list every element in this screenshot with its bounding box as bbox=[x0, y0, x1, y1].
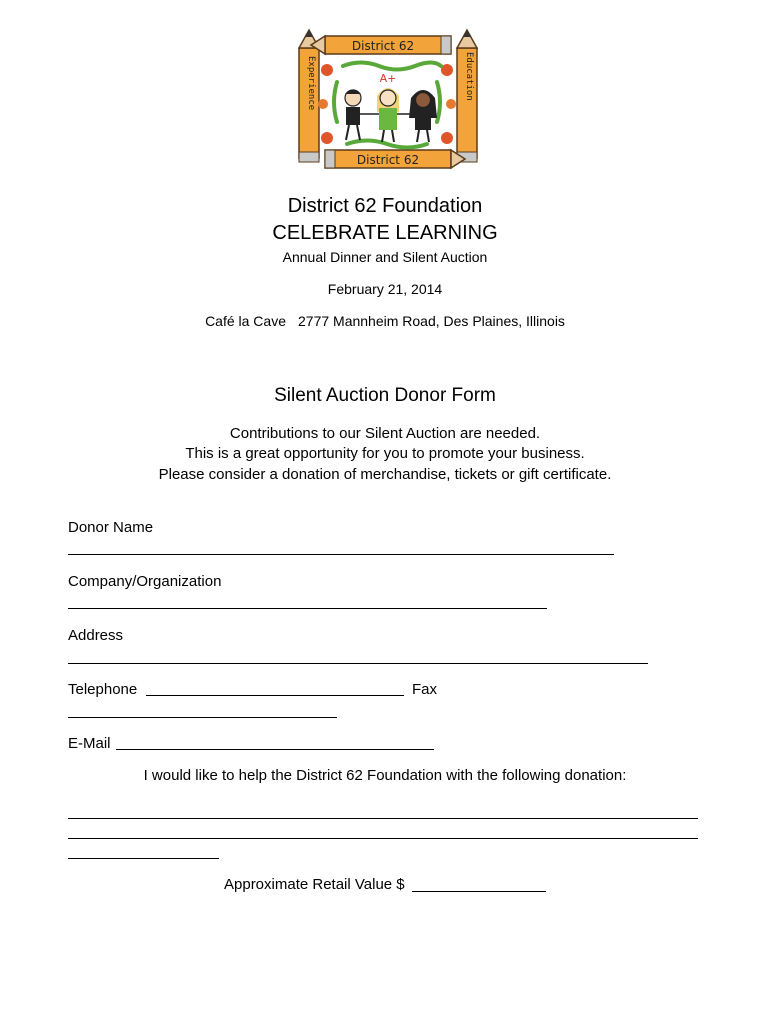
retail-value-label: Approximate Retail Value $ bbox=[224, 876, 405, 893]
child-figure-center bbox=[377, 88, 399, 142]
intro-line-3: Please consider a donation of merchandise, tickets or gift certificate. bbox=[158, 466, 612, 483]
donation-line-2[interactable] bbox=[68, 838, 698, 839]
child-figure-right bbox=[409, 90, 437, 142]
event-location bbox=[0, 313, 770, 329]
company-label: Company/Organization bbox=[68, 573, 222, 590]
bottom-pencil bbox=[325, 150, 465, 168]
address-field[interactable] bbox=[68, 663, 648, 664]
donation-prompt: I would like to help the District 62 Foundation with the following donation: bbox=[143, 767, 627, 784]
organization-name: District 62 Foundation bbox=[287, 195, 483, 217]
child-figure-left bbox=[345, 90, 361, 140]
telephone-label: Telephone bbox=[68, 681, 138, 698]
worm-right bbox=[437, 82, 440, 122]
company-field[interactable] bbox=[68, 608, 547, 609]
donor-name-label: Donor Name bbox=[68, 519, 154, 536]
venue-address: 2777 Mannheim Road, Des Plaines, Illinois bbox=[298, 313, 565, 329]
worm-top bbox=[343, 63, 441, 70]
retail-value-field[interactable] bbox=[412, 891, 546, 892]
logo-right-word: Education bbox=[464, 52, 474, 101]
event-date: February 21, 2014 bbox=[327, 281, 443, 297]
donation-line-1[interactable] bbox=[68, 818, 698, 819]
donor-name-field[interactable] bbox=[68, 554, 614, 555]
email-field[interactable] bbox=[116, 749, 434, 750]
worm-bottom bbox=[347, 141, 427, 148]
intro-line-1: Contributions to our Silent Auction are needed. bbox=[229, 425, 541, 442]
logo-top-banner: District 62 bbox=[351, 39, 415, 53]
district-62-foundation-logo bbox=[291, 26, 485, 172]
fax-field[interactable] bbox=[68, 717, 337, 718]
form-title: Silent Auction Donor Form bbox=[274, 385, 496, 406]
telephone-field[interactable] bbox=[146, 695, 404, 696]
logo-grade-mark: A+ bbox=[379, 72, 397, 85]
logo-left-word: Experience bbox=[306, 56, 316, 111]
top-pencil bbox=[311, 36, 451, 54]
fax-label: Fax bbox=[412, 681, 438, 698]
logo-bottom-banner: District 62 bbox=[356, 153, 420, 167]
email-label: E-Mail bbox=[68, 735, 111, 752]
address-label: Address bbox=[68, 627, 124, 644]
venue-name: Café la Cave bbox=[205, 313, 286, 329]
event-subtitle: Annual Dinner and Silent Auction bbox=[282, 249, 488, 265]
intro-line-2: This is a great opportunity for you to promote your business. bbox=[185, 445, 585, 462]
event-title: CELEBRATE LEARNING bbox=[272, 222, 498, 244]
donation-line-3[interactable] bbox=[68, 858, 219, 859]
worm-left bbox=[334, 82, 337, 122]
